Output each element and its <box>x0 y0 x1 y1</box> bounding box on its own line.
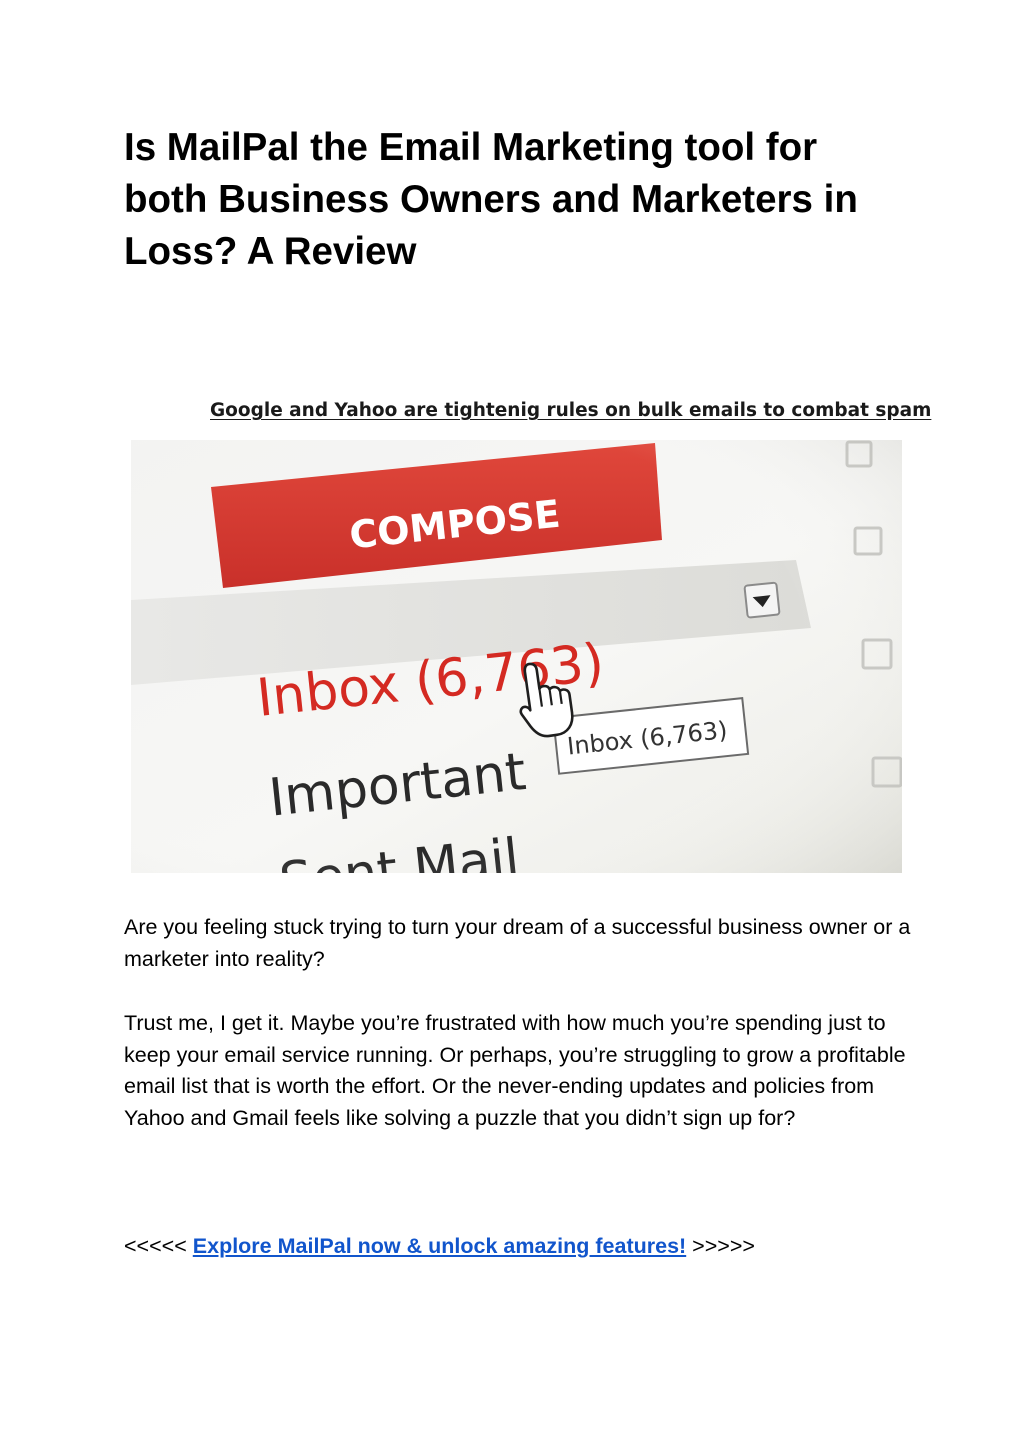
call-to-action <box>124 1231 755 1263</box>
body-paragraph: Trust me, I get it. Maybe you’re frustrated with how much you’re spending just to keep your email service running. Or perhaps, you’re struggling to grow a profitable email list that is worth the effort. Or the never-ending updates and policies from Yahoo and Gmail feels like solving a puzzle that you didn’t sign up for? <box>124 1011 906 1130</box>
cta-prefix: <<<<< <box>124 1234 193 1258</box>
cta-suffix: >>>>> <box>686 1234 755 1258</box>
gmail-screenshot-image <box>131 440 902 873</box>
image-caption: Google and Yahoo are tightenig rules on bulk emails to combat spam <box>210 400 932 421</box>
photo-vignette <box>131 440 902 873</box>
intro-paragraph: Are you feeling stuck trying to turn your dream of a successful business owner or a marketer into reality? <box>124 915 911 971</box>
article-title: Is MailPal the Email Marketing tool for both Business Owners and Marketers in Loss? A Review <box>124 126 858 273</box>
explore-mailpal-link[interactable]: Explore MailPal now & unlock amazing features! <box>192 1234 687 1258</box>
